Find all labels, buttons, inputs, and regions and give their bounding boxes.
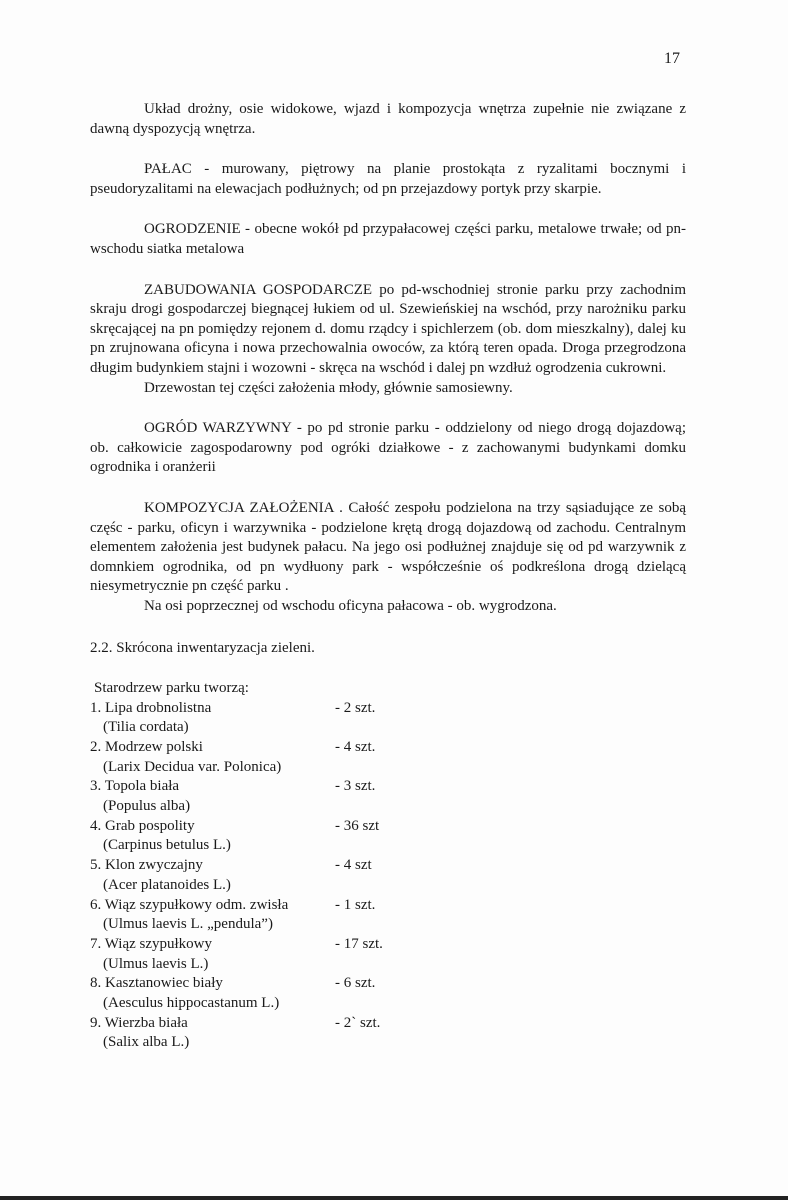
- page-number: 17: [664, 50, 680, 67]
- paragraph-line: OGRODZENIE - obecne wokół pd przypałacowej części parku, metalowe trwałe; od pn-wschodu siatka metalowa: [90, 221, 686, 257]
- tree-name: 6. Wiąz szypułkowy odm. zwisła: [90, 896, 289, 913]
- list-item: [90, 777, 686, 816]
- tree-count: - 4 szt.: [335, 739, 376, 756]
- section-heading: 2.2. Skrócona inwentaryzacja zieleni.: [90, 640, 315, 657]
- list-item: [90, 974, 686, 1013]
- paragraph: [90, 220, 686, 259]
- tree-latin-name: (Ulmus laevis L. „pendula”): [103, 916, 273, 933]
- tree-count: - 36 szt: [335, 817, 380, 834]
- tree-name: 4. Grab pospolity: [90, 817, 195, 834]
- tree-count: - 6 szt.: [335, 975, 376, 992]
- tree-count: - 17 szt.: [335, 936, 383, 952]
- list-intro: Starodrzew parku tworzą:: [94, 680, 249, 697]
- tree-name: 2. Modrzew polski: [90, 739, 203, 756]
- paragraph-line: OGRÓD WARZYWNY - po pd stronie parku - oddzielony od niego drogą dojazdową; ob. całkowicie zagospodarowny pod ogróki działkowe - z zachowanymi budynkami domku ogrodnika i oranżerii: [90, 420, 686, 476]
- tree-inventory-list: [90, 699, 686, 1054]
- tree-latin-name: (Populus alba): [103, 798, 191, 815]
- paragraph-line: Układ drożny, osie widokowe, wjazd i kompozycja wnętrza zupełnie nie związane z dawną dyspozycją wnętrza.: [90, 101, 686, 137]
- tree-latin-name: (Salix alba L.): [103, 1034, 190, 1051]
- list-item: [90, 896, 686, 935]
- tree-name: 8. Kasztanowiec biały: [90, 975, 223, 992]
- paragraph-group: [90, 100, 686, 616]
- tree-name: 9. Wierzba biała: [90, 1014, 188, 1031]
- paragraph: [90, 281, 686, 399]
- list-item: [90, 935, 686, 974]
- tree-name: 3. Topola biała: [90, 778, 180, 795]
- tree-latin-name: (Aesculus hippocastanum L.): [103, 994, 280, 1011]
- bottom-edge-rule: [0, 1196, 788, 1200]
- paragraph: [90, 100, 686, 139]
- paragraph-line: PAŁAC - murowany, piętrowy na planie prostokąta z ryzalitami bocznymi i pseudoryzalitami na elewacjach podłużnych; od pn przejazdowy portyk przy skarpie.: [90, 161, 686, 197]
- tree-name: 7. Wiąz szypułkowy: [90, 936, 213, 952]
- tree-name: 5. Klon zwyczajny: [90, 857, 203, 874]
- document-body: [90, 100, 686, 1053]
- paragraph-line: ZABUDOWANIA GOSPODARCZE po pd-wschodniej stronie parku przy zachodnim skraju drogi gospodarczej biegnącej łukiem od ul. Szewieńskiej na wschód, przy narożniku parku skręcającej na pn pomiędzy rejonem d. domu rządcy i spichlerzem (ob. dom mieszkalny), dalej ku pn zrujnowana oficyna i nowa przechowalnia owoców, za którą teren opada. Droga przegrodzona długim budynkiem stajni i wozowni - skręca na wschód i dalej pn wzdłuż ogrodzenia cukrowni.: [90, 281, 686, 376]
- list-item: [90, 699, 686, 738]
- tree-count: - 4 szt: [335, 857, 372, 874]
- list-item: [90, 1014, 686, 1053]
- tree-latin-name: (Larix Decidua var. Polonica): [103, 758, 282, 775]
- tree-count: - 2 szt.: [335, 699, 376, 716]
- paragraph: [90, 499, 686, 617]
- tree-latin-name: (Acer platanoides L.): [103, 876, 231, 893]
- paragraph: [90, 160, 686, 199]
- list-item: [90, 817, 686, 856]
- tree-count: - 3 szt.: [335, 778, 376, 795]
- tree-name: 1. Lipa drobnolistna: [90, 699, 212, 716]
- tree-count: - 2` szt.: [335, 1014, 381, 1031]
- list-item: [90, 856, 686, 895]
- tree-latin-name: (Tilia cordata): [103, 719, 189, 736]
- list-item: [90, 738, 686, 777]
- paragraph-line: Na osi poprzecznej od wschodu oficyna pałacowa - ob. wygrodzona.: [144, 597, 557, 614]
- tree-latin-name: (Carpinus betulus L.): [103, 837, 231, 854]
- paragraph-line: Drzewostan tej części założenia młody, głównie samosiewny.: [144, 379, 513, 396]
- paragraph-line: KOMPOZYCJA ZAŁOŻENIA . Całość zespołu podzielona na trzy sąsiadujące ze sobą częśc - parku, oficyn i warzywnika - podzielone krętą drogą dojazdową od zachodu. Centralnym elementem założenia jest budynek pałacu. Na jego osi podłużnej znajduje się od pd warzywnik z domnkiem ogrodnika, od pn wydłuony park - współcześnie oś podkreślona drogą dzielącą niesymetrycznie pn część parku .: [90, 499, 686, 595]
- tree-count: - 1 szt.: [335, 896, 376, 913]
- paragraph: [90, 419, 686, 478]
- tree-latin-name: (Ulmus laevis L.): [103, 955, 209, 972]
